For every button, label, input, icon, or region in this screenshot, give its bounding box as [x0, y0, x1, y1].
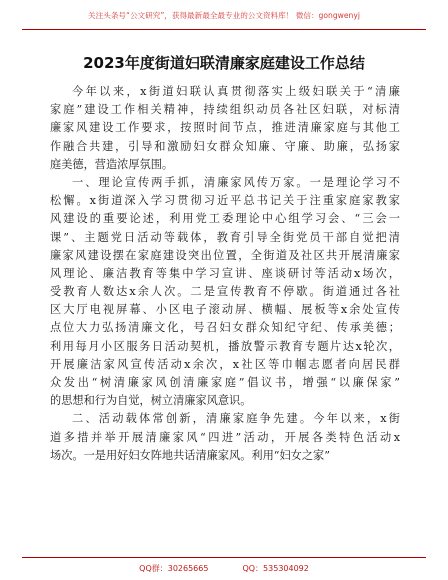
- body-line: 利用每月小区服务日活动契机，播放警示教育专题片达x轮次，: [50, 339, 400, 353]
- footer-qq: QQ：535304092: [242, 564, 309, 573]
- body-line: 区大厅电视屏幕、小区电子滚动屏、横幅、展板等x余处宣传: [50, 303, 400, 317]
- body-line: 受教育人数达x余人次。二是宣传教育不停歇。街道通过各社: [50, 285, 400, 299]
- body-line: 场次。一是用好妇女阵地共话清廉家风。利用“妇女之家”: [50, 448, 330, 462]
- body-line: 家庭”建设工作相关精神，持续组织动员各社区妇联，对标清: [50, 103, 400, 117]
- document-title: 2023年度街道妇联清廉家庭建设工作总结: [83, 54, 365, 72]
- body-line: 一、理论宣传两手抓，清廉家风传万家。一是理论学习不: [72, 175, 400, 189]
- body-line: 二、活动载体常创新，清廉家庭争先建。今年以来，x街: [72, 412, 400, 426]
- body-line: 松懈。x街道深入学习贯彻习近平总书记关于注重家庭家教家: [50, 194, 400, 208]
- body-line: 庭美德，营造浓厚氛围。: [50, 157, 174, 171]
- body-line: 作融合共建，引导和激励妇女群众知廉、守廉、助廉，弘扬家: [50, 139, 400, 153]
- body-line: 的思想和行为自觉，树立清廉家风意识。: [50, 394, 252, 408]
- document-body: [50, 83, 400, 465]
- body-line: 课”、主题党日活动等载体，教育引导全街党员干部自觉把清: [50, 230, 400, 244]
- footer: [0, 563, 448, 574]
- body-line: 点位大力弘扬清廉文化，号召妇女群众知纪守纪、传承美德；: [50, 321, 400, 335]
- body-line: 廉家风建设工作要求，按照时间节点，推进清廉家庭与其他工: [50, 121, 400, 135]
- body-line: 道多措并举开展清廉家风“四进”活动，开展各类特色活动x: [50, 430, 400, 444]
- body-line: 开展廉洁家风宣传活动x余次，x社区等巾帼志愿者向居民群: [50, 357, 400, 371]
- body-line: 风建设的重要论述，利用党工委理论中心组学习会、“三会一: [50, 212, 400, 226]
- body-line: 廉家风建设摆在家庭建设突出位置，全街道及社区共开展清廉家: [50, 248, 400, 262]
- footer-qq-group: QQ群：30265665: [139, 564, 209, 573]
- header-banner: 关注头条号“公文研究”，获得最新最全最专业的公文资料库！ 微信：gongwenyj: [88, 11, 360, 20]
- footer-divider: [22, 557, 426, 558]
- body-line: 今年以来，x街道妇联认真贯彻落实上级妇联关于“清廉: [72, 85, 400, 98]
- header-divider: [22, 29, 426, 30]
- body-line: 众发出“树清廉家风创清廉家庭”倡议书，增强“以廉保家”: [50, 376, 400, 389]
- body-line: 风理论、廉洁教育等集中学习宣讲、座谈研讨等活动x场次，: [50, 266, 400, 280]
